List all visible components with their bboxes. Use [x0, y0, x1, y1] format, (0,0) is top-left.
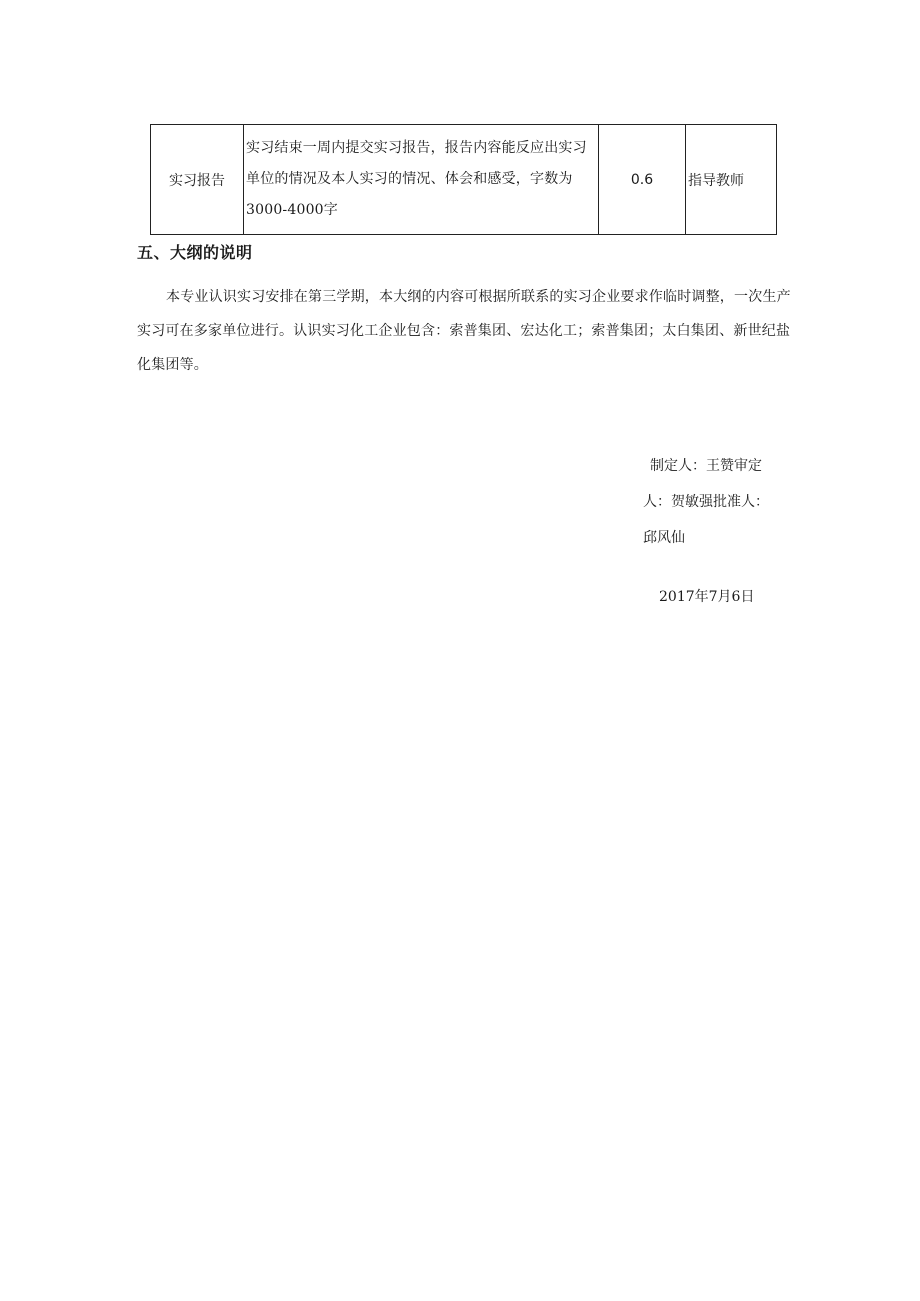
section-paragraph: 本专业认识实习安排在第三学期，本大纲的内容可根据所联系的实习企业要求作临时调整，一次生产实习可在多家单位进行。认识实习化工企业包含：索普集团、宏达化工；索普集团；太白集团、新世纪盐化集团等。: [137, 289, 791, 373]
assessment-table: [150, 124, 777, 235]
assessment-weight-cell: 0.6: [599, 125, 686, 235]
signature-line-3: 邱风仙: [643, 530, 685, 546]
section-heading: 五、大纲的说明: [137, 243, 253, 262]
assessment-description-cell: 实习结束一周内提交实习报告，报告内容能反应出实习单位的情况及本人实习的情况、体会和感受，字数为3000-4000字: [244, 125, 599, 235]
signature-line-2: 人：贺敏强批准人：: [643, 494, 769, 510]
signature-date: 2017年7月6日: [659, 589, 755, 605]
assessment-grader-cell: 指导教师: [686, 125, 777, 235]
signature-line-1: 制定人：王赞审定: [650, 458, 762, 474]
table-row: [151, 125, 777, 235]
assessment-item-cell: 实习报告: [151, 125, 244, 235]
signature-block: [643, 448, 783, 556]
